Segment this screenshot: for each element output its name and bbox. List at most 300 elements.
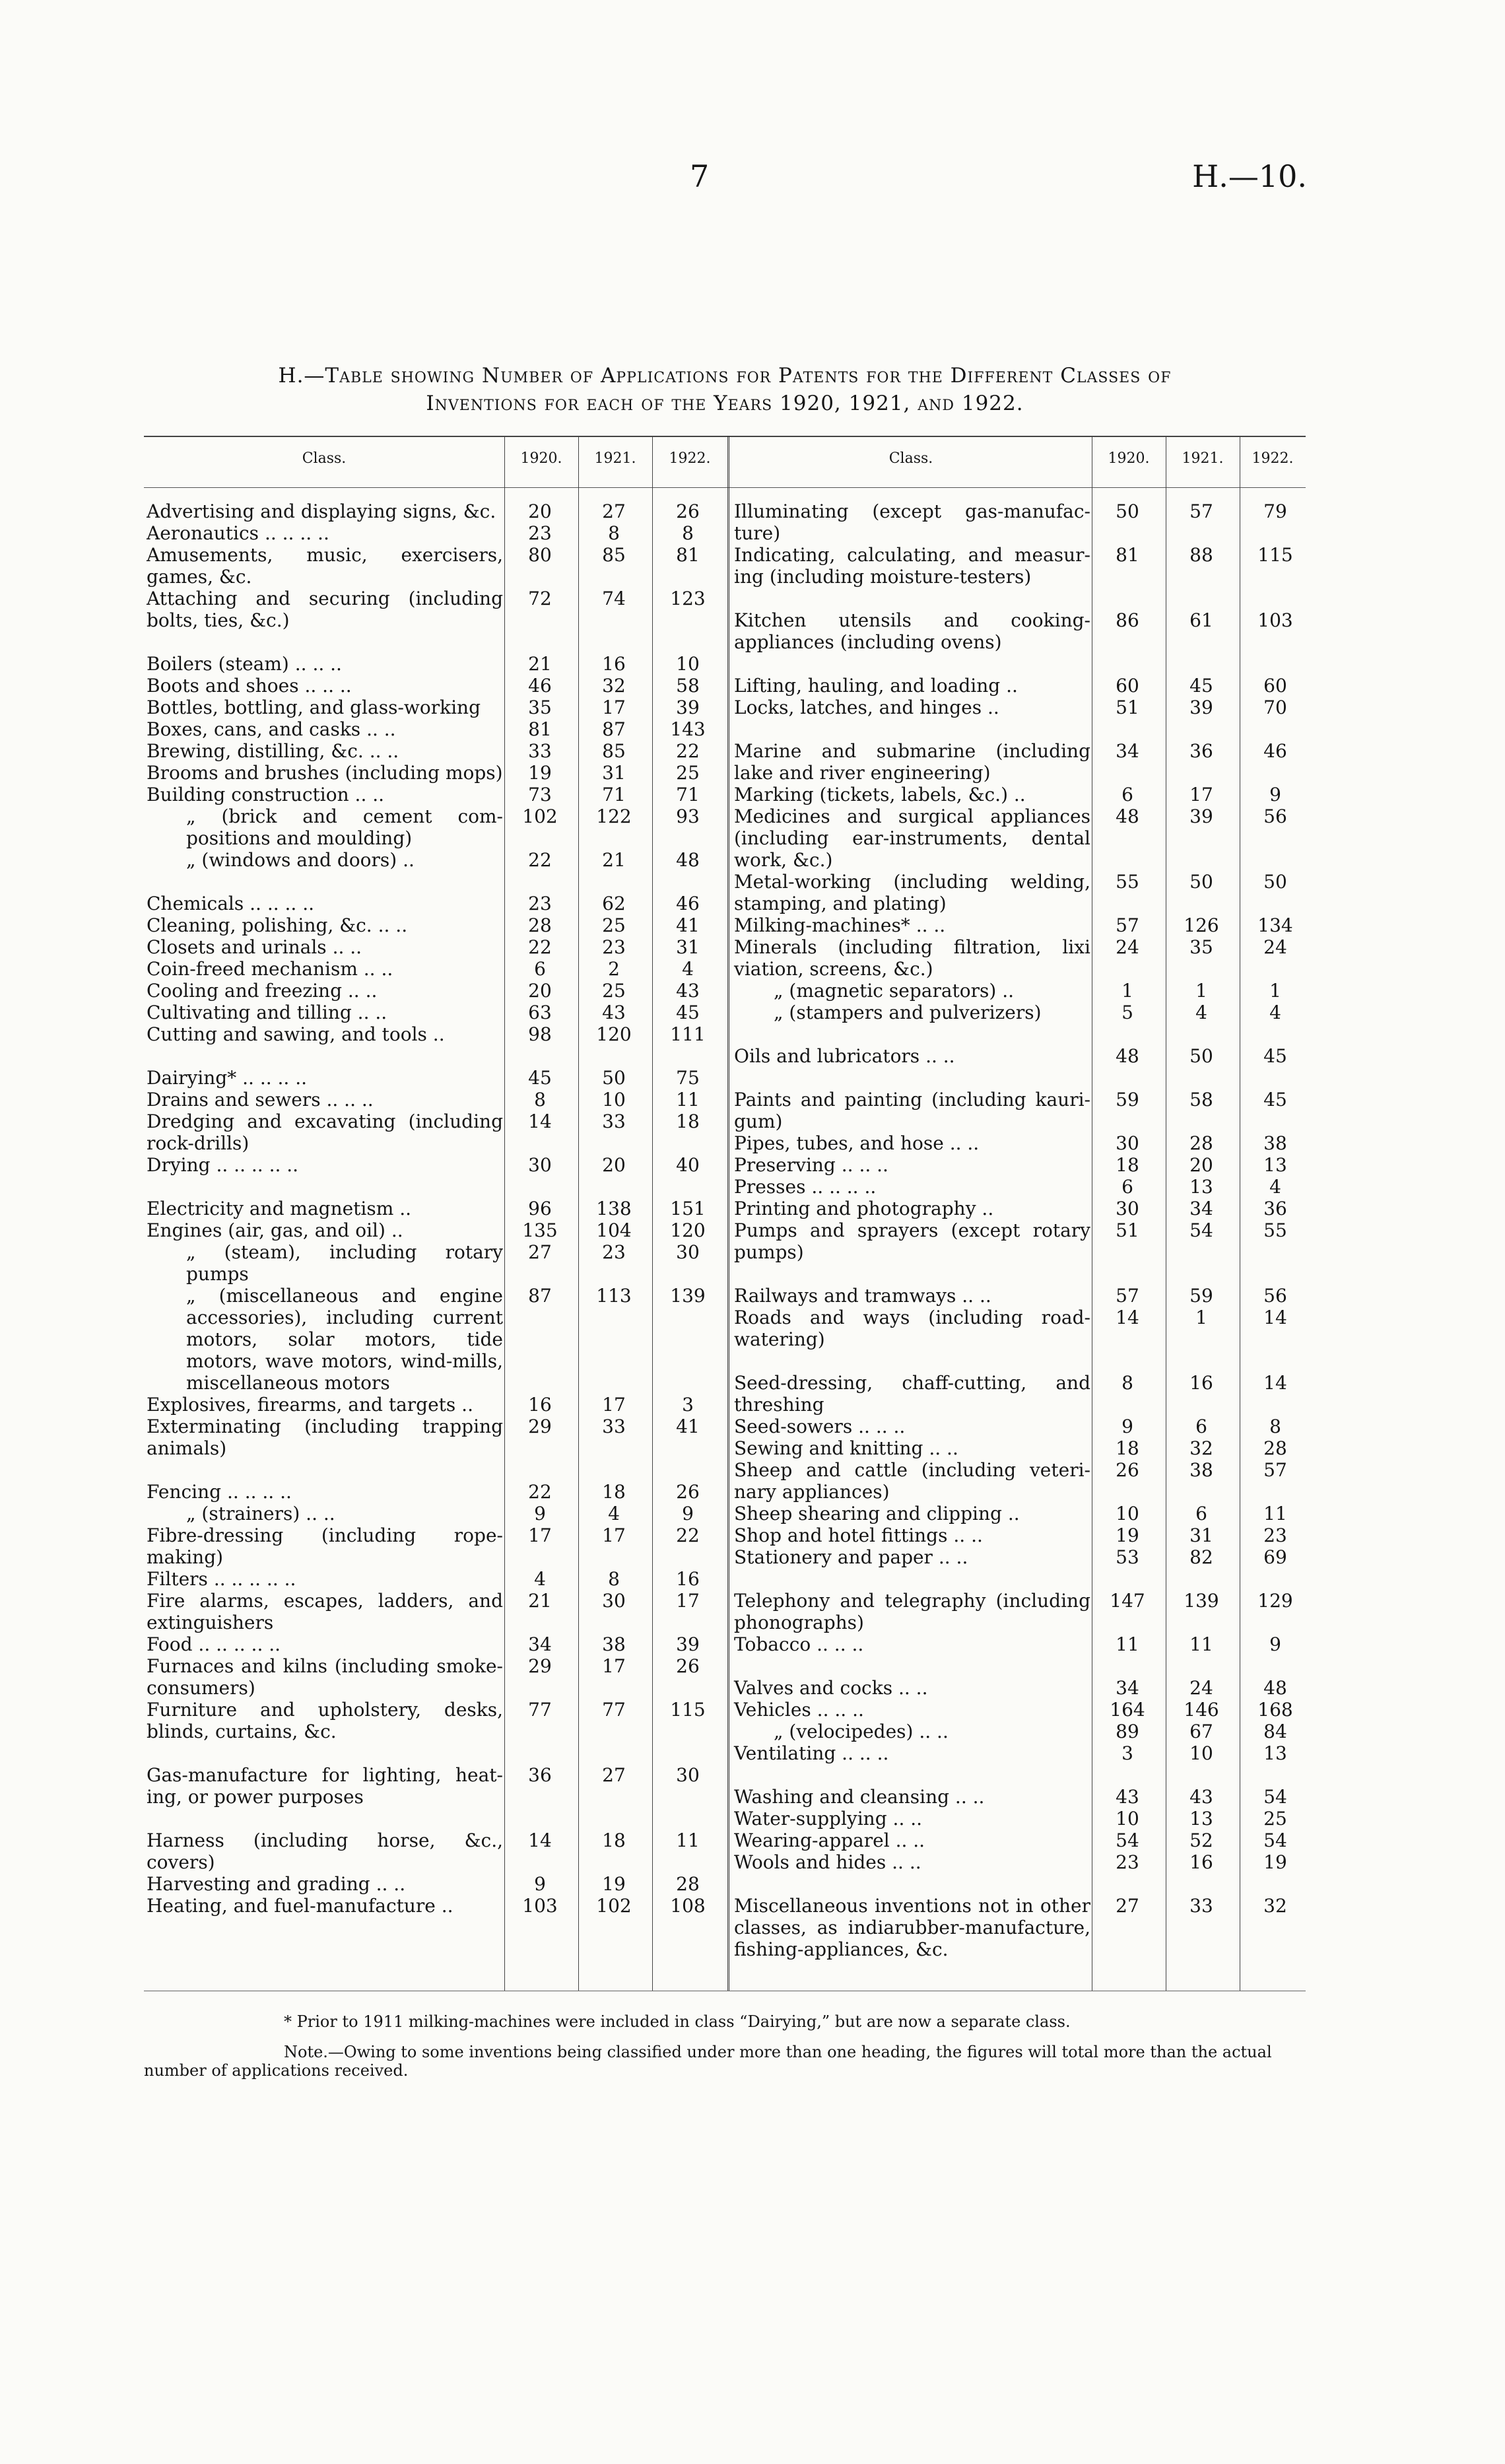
class-name: Amusements, music, exercisers, games, &c. — [147, 544, 503, 588]
value-1921: 6 — [1195, 1416, 1207, 1437]
value-1922: 26 — [676, 500, 700, 522]
table-row — [147, 1481, 725, 1503]
value-1921: 45 — [1189, 675, 1213, 697]
value-1922: 9 — [1269, 1633, 1281, 1655]
value-1920: 10 — [1116, 1808, 1139, 1830]
value-1921: 10 — [602, 1089, 626, 1111]
table-header-rule — [144, 487, 1306, 488]
table-row — [734, 740, 1312, 784]
value-1922: 24 — [1263, 936, 1287, 958]
value-1921: 20 — [1189, 1154, 1213, 1176]
value-1920: 17 — [528, 1524, 552, 1546]
value-1921: 50 — [1189, 871, 1213, 893]
table-row — [734, 936, 1312, 980]
table-row — [147, 675, 725, 697]
class-name: Pumps and sprayers (except rotary pumps) — [734, 1219, 1090, 1263]
value-1920: 45 — [528, 1067, 552, 1089]
value-1922: 39 — [676, 697, 700, 718]
value-1921: 13 — [1189, 1808, 1213, 1830]
value-1922: 46 — [676, 893, 700, 914]
class-name: Fencing .. .. .. .. — [147, 1481, 292, 1503]
row-gap — [147, 1742, 725, 1764]
value-1921: 33 — [602, 1111, 626, 1132]
value-1921: 31 — [1189, 1524, 1213, 1546]
value-1920: 30 — [528, 1154, 552, 1176]
value-1921: 52 — [1189, 1830, 1213, 1851]
value-1921: 10 — [1189, 1742, 1213, 1764]
class-name: Dairying* .. .. .. .. — [147, 1067, 308, 1089]
table-row — [734, 1045, 1312, 1067]
class-name: Pipes, tubes, and hose .. .. — [734, 1132, 980, 1154]
class-name: Electricity and magnetism .. — [147, 1198, 411, 1219]
value-1922: 48 — [676, 849, 700, 871]
value-1922: 54 — [1263, 1830, 1287, 1851]
value-1920: 21 — [528, 1590, 552, 1612]
table-row — [734, 1895, 1312, 1960]
left-half — [147, 500, 725, 1917]
value-1922: 134 — [1257, 914, 1293, 936]
value-1922: 13 — [1263, 1742, 1287, 1764]
class-name: Metal-working (including welding, stamping, and plating) — [734, 871, 1090, 914]
class-name: Illuminating (except gas-manufac-ture) — [734, 500, 1090, 544]
value-1920: 30 — [1116, 1198, 1139, 1219]
class-name: Closets and urinals .. .. — [147, 936, 362, 958]
value-1922: 23 — [1263, 1524, 1287, 1546]
table-row — [734, 697, 1312, 718]
value-1921: 1 — [1195, 1307, 1207, 1328]
table-row — [147, 1633, 725, 1655]
table-row — [734, 1437, 1312, 1459]
value-1920: 57 — [1116, 1285, 1139, 1307]
class-name: Filters .. .. .. .. .. — [147, 1568, 296, 1590]
header-1921-right: 1921. — [1182, 450, 1224, 467]
class-name: Shop and hotel fittings .. .. — [734, 1524, 983, 1546]
value-1922: 143 — [670, 718, 706, 740]
class-name: Gas-manufacture for lighting, heat-ing, or power purposes — [147, 1764, 503, 1808]
value-1920: 9 — [534, 1503, 546, 1524]
class-name: „ (miscellaneous and engine accessories), including current motors, solar motors, tide motors, wave motors, wind-mills, miscellaneous motors — [186, 1285, 503, 1394]
class-name: „ (strainers) .. .. — [186, 1503, 335, 1524]
value-1921: 146 — [1184, 1699, 1219, 1721]
class-name: Seed-sowers .. .. .. — [734, 1416, 906, 1437]
row-gap — [147, 871, 725, 893]
value-1920: 33 — [528, 740, 552, 762]
table-row — [734, 1742, 1312, 1764]
class-name: Attaching and securing (including bolts, ties, &c.) — [147, 588, 503, 631]
value-1920: 9 — [534, 1873, 546, 1895]
value-1921: 32 — [602, 675, 626, 697]
table-row — [734, 871, 1312, 914]
table-row — [147, 1198, 725, 1219]
value-1920: 51 — [1116, 697, 1139, 718]
value-1922: 11 — [676, 1089, 700, 1111]
value-1922: 3 — [682, 1394, 694, 1416]
value-1921: 43 — [1189, 1786, 1213, 1808]
value-1922: 45 — [1263, 1045, 1287, 1067]
value-1920: 43 — [1116, 1786, 1139, 1808]
value-1920: 87 — [528, 1285, 552, 1307]
half-divider — [727, 436, 729, 1991]
class-name: Cooling and freezing .. .. — [147, 980, 378, 1002]
value-1920: 50 — [1116, 500, 1139, 522]
class-name: Engines (air, gas, and oil) .. — [147, 1219, 403, 1241]
table-row — [734, 805, 1312, 871]
value-1922: 69 — [1263, 1546, 1287, 1568]
table-row — [734, 980, 1312, 1002]
value-1922: 9 — [682, 1503, 694, 1524]
value-1920: 34 — [1116, 1677, 1139, 1699]
row-gap — [147, 631, 725, 653]
table-row — [147, 1590, 725, 1633]
header-1922-left: 1922. — [669, 450, 711, 467]
class-name: „ (velocipedes) .. .. — [774, 1721, 949, 1742]
table-row — [734, 1372, 1312, 1416]
class-name: Preserving .. .. .. — [734, 1154, 888, 1176]
value-1921: 33 — [1189, 1895, 1213, 1917]
value-1921: 36 — [1189, 740, 1213, 762]
value-1922: 4 — [682, 958, 694, 980]
table-row — [734, 1219, 1312, 1263]
table-row — [147, 1873, 725, 1895]
value-1921: 138 — [596, 1198, 632, 1219]
value-1921: 6 — [1195, 1503, 1207, 1524]
value-1920: 86 — [1116, 609, 1139, 631]
row-gap — [734, 1764, 1312, 1786]
value-1920: 89 — [1116, 1721, 1139, 1742]
value-1922: 31 — [676, 936, 700, 958]
value-1922: 41 — [676, 914, 700, 936]
value-1922: 70 — [1263, 697, 1287, 718]
value-1921: 30 — [602, 1590, 626, 1612]
table-row — [734, 1808, 1312, 1830]
value-1922: 4 — [1269, 1176, 1281, 1198]
header-1922-right: 1922. — [1252, 450, 1294, 467]
value-1921: 67 — [1189, 1721, 1213, 1742]
value-1920: 60 — [1116, 675, 1139, 697]
class-name: Marking (tickets, labels, &c.) .. — [734, 784, 1026, 805]
value-1922: 60 — [1263, 675, 1287, 697]
value-1920: 27 — [1116, 1895, 1139, 1917]
value-1922: 28 — [1263, 1437, 1287, 1459]
row-gap — [734, 718, 1312, 740]
value-1922: 120 — [670, 1219, 706, 1241]
table-row — [147, 805, 725, 849]
value-1922: 45 — [676, 1002, 700, 1023]
value-1920: 26 — [1116, 1459, 1139, 1481]
value-1920: 80 — [528, 544, 552, 566]
class-name: Milking-machines* .. .. — [734, 914, 946, 936]
table-row — [147, 1219, 725, 1241]
value-1921: 85 — [602, 544, 626, 566]
header-1920-left: 1920. — [520, 450, 562, 467]
value-1922: 18 — [676, 1111, 700, 1132]
table-row — [734, 1416, 1312, 1437]
value-1922: 26 — [676, 1655, 700, 1677]
class-name: „ (windows and doors) .. — [186, 849, 415, 871]
value-1921: 62 — [602, 893, 626, 914]
value-1920: 23 — [528, 522, 552, 544]
value-1920: 14 — [528, 1830, 552, 1851]
table-title — [144, 362, 1306, 417]
value-1920: 10 — [1116, 1503, 1139, 1524]
table-row — [147, 1154, 725, 1176]
class-name: Wools and hides .. .. — [734, 1851, 921, 1873]
value-1920: 29 — [528, 1655, 552, 1677]
row-gap — [734, 1655, 1312, 1677]
value-1921: 27 — [602, 500, 626, 522]
class-name: Drying .. .. .. .. .. — [147, 1154, 299, 1176]
class-name: Presses .. .. .. .. — [734, 1176, 877, 1198]
class-name: Drains and sewers .. .. .. — [147, 1089, 374, 1111]
value-1921: 74 — [602, 588, 626, 609]
value-1922: 79 — [1263, 500, 1287, 522]
table-row — [147, 697, 725, 718]
value-1922: 84 — [1263, 1721, 1287, 1742]
value-1921: 21 — [602, 849, 626, 871]
row-gap — [147, 1808, 725, 1830]
value-1922: 38 — [1263, 1132, 1287, 1154]
header-1921-left: 1921. — [594, 450, 636, 467]
value-1922: 81 — [676, 544, 700, 566]
table-row — [147, 1699, 725, 1742]
value-1920: 21 — [528, 653, 552, 675]
value-1920: 81 — [1116, 544, 1139, 566]
class-name: Exterminating (including trapping animals) — [147, 1416, 503, 1459]
row-gap — [734, 1568, 1312, 1590]
class-name: Fibre-dressing (including rope-making) — [147, 1524, 503, 1568]
class-name: Sheep shearing and clipping .. — [734, 1503, 1020, 1524]
value-1920: 20 — [528, 500, 552, 522]
value-1921: 58 — [1189, 1089, 1213, 1111]
header-class-left: Class. — [302, 450, 347, 467]
value-1922: 11 — [676, 1830, 700, 1851]
class-name: Boxes, cans, and casks .. .. — [147, 718, 396, 740]
value-1921: 27 — [602, 1764, 626, 1786]
table-row — [147, 1895, 725, 1917]
value-1920: 22 — [528, 936, 552, 958]
value-1920: 14 — [1116, 1307, 1139, 1328]
value-1922: 55 — [1263, 1219, 1287, 1241]
table-row — [734, 1503, 1312, 1524]
value-1921: 32 — [1189, 1437, 1213, 1459]
class-name: Furnaces and kilns (including smoke-consumers) — [147, 1655, 503, 1699]
value-1921: 17 — [602, 697, 626, 718]
class-name: Kitchen utensils and cooking-appliances (including ovens) — [734, 609, 1090, 653]
patent-table — [144, 436, 1306, 1994]
table-row — [147, 1023, 725, 1045]
table-row — [147, 980, 725, 1002]
value-1921: 61 — [1189, 609, 1213, 631]
table-row — [734, 1830, 1312, 1851]
class-name: Stationery and paper .. .. — [734, 1546, 968, 1568]
document-reference: H.—10. — [1192, 158, 1307, 194]
value-1921: 113 — [596, 1285, 632, 1307]
page-number: 7 — [690, 158, 710, 194]
value-1921: 4 — [608, 1503, 620, 1524]
value-1922: 32 — [1263, 1895, 1287, 1917]
table-row — [734, 1546, 1312, 1568]
class-name: Coin-freed mechanism .. .. — [147, 958, 393, 980]
value-1922: 8 — [1269, 1416, 1281, 1437]
class-name: Indicating, calculating, and measur-ing (including moisture-testers) — [734, 544, 1090, 588]
value-1920: 48 — [1116, 1045, 1139, 1067]
table-row — [147, 1524, 725, 1568]
class-name: Seed-dressing, chaff-cutting, and threshing — [734, 1372, 1090, 1416]
table-row — [734, 1851, 1312, 1873]
class-name: Furniture and upholstery, desks, blinds, curtains, &c. — [147, 1699, 503, 1742]
class-name: Cultivating and tilling .. .. — [147, 1002, 387, 1023]
value-1921: 23 — [602, 1241, 626, 1263]
class-name: Water-supplying .. .. — [734, 1808, 923, 1830]
value-1921: 8 — [608, 1568, 620, 1590]
value-1921: 2 — [608, 958, 620, 980]
class-name: „ (magnetic separators) .. — [774, 980, 1015, 1002]
value-1921: 16 — [1189, 1372, 1213, 1394]
table-row — [147, 936, 725, 958]
value-1920: 77 — [528, 1699, 552, 1721]
value-1922: 46 — [1263, 740, 1287, 762]
value-1921: 28 — [1189, 1132, 1213, 1154]
class-name: Minerals (including filtration, lixi viation, screens, &c.) — [734, 936, 1090, 980]
table-row — [147, 1764, 725, 1808]
value-1922: 54 — [1263, 1786, 1287, 1808]
class-name: Brooms and brushes (including mops) — [147, 762, 503, 784]
value-1921: 24 — [1189, 1677, 1213, 1699]
value-1921: 25 — [602, 914, 626, 936]
value-1922: 13 — [1263, 1154, 1287, 1176]
value-1921: 18 — [602, 1481, 626, 1503]
value-1921: 34 — [1189, 1198, 1213, 1219]
value-1920: 24 — [1116, 936, 1139, 958]
class-name: Miscellaneous inventions not in other classes, as indiarubber-manufacture, fishing-appliances, &c. — [734, 1895, 1090, 1960]
table-row — [147, 1241, 725, 1285]
value-1921: 16 — [602, 653, 626, 675]
value-1920: 18 — [1116, 1437, 1139, 1459]
table-row — [147, 1285, 725, 1394]
value-1920: 28 — [528, 914, 552, 936]
value-1922: 22 — [676, 1524, 700, 1546]
value-1922: 14 — [1263, 1372, 1287, 1394]
header-class-right: Class. — [888, 450, 933, 467]
table-row — [147, 1111, 725, 1154]
value-1922: 17 — [676, 1590, 700, 1612]
value-1921: 77 — [602, 1699, 626, 1721]
class-name: Heating, and fuel-manufacture .. — [147, 1895, 453, 1917]
value-1921: 4 — [1195, 1002, 1207, 1023]
value-1920: 23 — [1116, 1851, 1139, 1873]
value-1921: 59 — [1189, 1285, 1213, 1307]
value-1920: 36 — [528, 1764, 552, 1786]
class-name: Advertising and displaying signs, &c. — [147, 500, 496, 522]
value-1920: 51 — [1116, 1219, 1139, 1241]
title-line-2: Inventions for each of the Years 1920, 1921, and 1922. — [426, 392, 1024, 415]
table-row — [734, 1132, 1312, 1154]
table-row — [147, 958, 725, 980]
value-1921: 122 — [596, 805, 632, 827]
value-1921: 57 — [1189, 500, 1213, 522]
value-1922: 151 — [670, 1198, 706, 1219]
table-row — [734, 544, 1312, 588]
value-1920: 6 — [534, 958, 546, 980]
value-1922: 75 — [676, 1067, 700, 1089]
value-1922: 43 — [676, 980, 700, 1002]
table-row — [147, 762, 725, 784]
table-row — [147, 1002, 725, 1023]
value-1921: 17 — [602, 1394, 626, 1416]
value-1922: 71 — [676, 784, 700, 805]
value-1920: 11 — [1116, 1633, 1139, 1655]
class-name: Oils and lubricators .. .. — [734, 1045, 955, 1067]
class-name: Telephony and telegraphy (including phonographs) — [734, 1590, 1090, 1633]
value-1920: 19 — [528, 762, 552, 784]
class-name: Bottles, bottling, and glass-working — [147, 697, 481, 718]
value-1922: 26 — [676, 1481, 700, 1503]
table-row — [147, 784, 725, 805]
value-1921: 17 — [602, 1524, 626, 1546]
value-1920: 27 — [528, 1241, 552, 1263]
value-1922: 129 — [1257, 1590, 1293, 1612]
row-gap — [734, 653, 1312, 675]
value-1921: 8 — [608, 522, 620, 544]
value-1921: 87 — [602, 718, 626, 740]
table-row — [734, 1699, 1312, 1721]
right-half — [734, 500, 1312, 1960]
value-1922: 36 — [1263, 1198, 1287, 1219]
table-row — [734, 1002, 1312, 1023]
value-1922: 57 — [1263, 1459, 1287, 1481]
row-gap — [147, 1459, 725, 1481]
value-1921: 104 — [596, 1219, 632, 1241]
value-1920: 35 — [528, 697, 552, 718]
value-1922: 14 — [1263, 1307, 1287, 1328]
row-gap — [734, 1263, 1312, 1285]
class-name: Valves and cocks .. .. — [734, 1677, 928, 1699]
table-row — [147, 1394, 725, 1416]
table-row — [147, 653, 725, 675]
row-gap — [147, 1045, 725, 1067]
value-1921: 23 — [602, 936, 626, 958]
table-row — [734, 1590, 1312, 1633]
table-row — [147, 1089, 725, 1111]
value-1922: 50 — [1263, 871, 1287, 893]
value-1922: 115 — [670, 1699, 706, 1721]
value-1921: 54 — [1189, 1219, 1213, 1241]
value-1922: 8 — [682, 522, 694, 544]
value-1922: 56 — [1263, 1285, 1287, 1307]
value-1922: 48 — [1263, 1677, 1287, 1699]
class-name: Wearing-apparel .. .. — [734, 1830, 925, 1851]
class-name: Dredging and excavating (including rock-drills) — [147, 1111, 503, 1154]
table-row — [734, 1307, 1312, 1350]
class-name: Paints and painting (including kauri-gum) — [734, 1089, 1090, 1132]
table-row — [147, 500, 725, 522]
table-row — [147, 849, 725, 871]
footnote: * Prior to 1911 milking-machines were included in class “Dairying,” but are now a separate class. — [284, 2012, 1071, 2031]
table-row — [734, 1721, 1312, 1742]
class-name: Washing and cleansing .. .. — [734, 1786, 985, 1808]
value-1922: 25 — [676, 762, 700, 784]
value-1921: 19 — [602, 1873, 626, 1895]
value-1922: 16 — [676, 1568, 700, 1590]
value-1921: 1 — [1195, 980, 1207, 1002]
value-1920: 30 — [1116, 1132, 1139, 1154]
value-1921: 139 — [1184, 1590, 1219, 1612]
value-1922: 40 — [676, 1154, 700, 1176]
value-1920: 34 — [528, 1633, 552, 1655]
value-1922: 108 — [670, 1895, 706, 1917]
value-1921: 38 — [1189, 1459, 1213, 1481]
value-1920: 102 — [522, 805, 558, 827]
